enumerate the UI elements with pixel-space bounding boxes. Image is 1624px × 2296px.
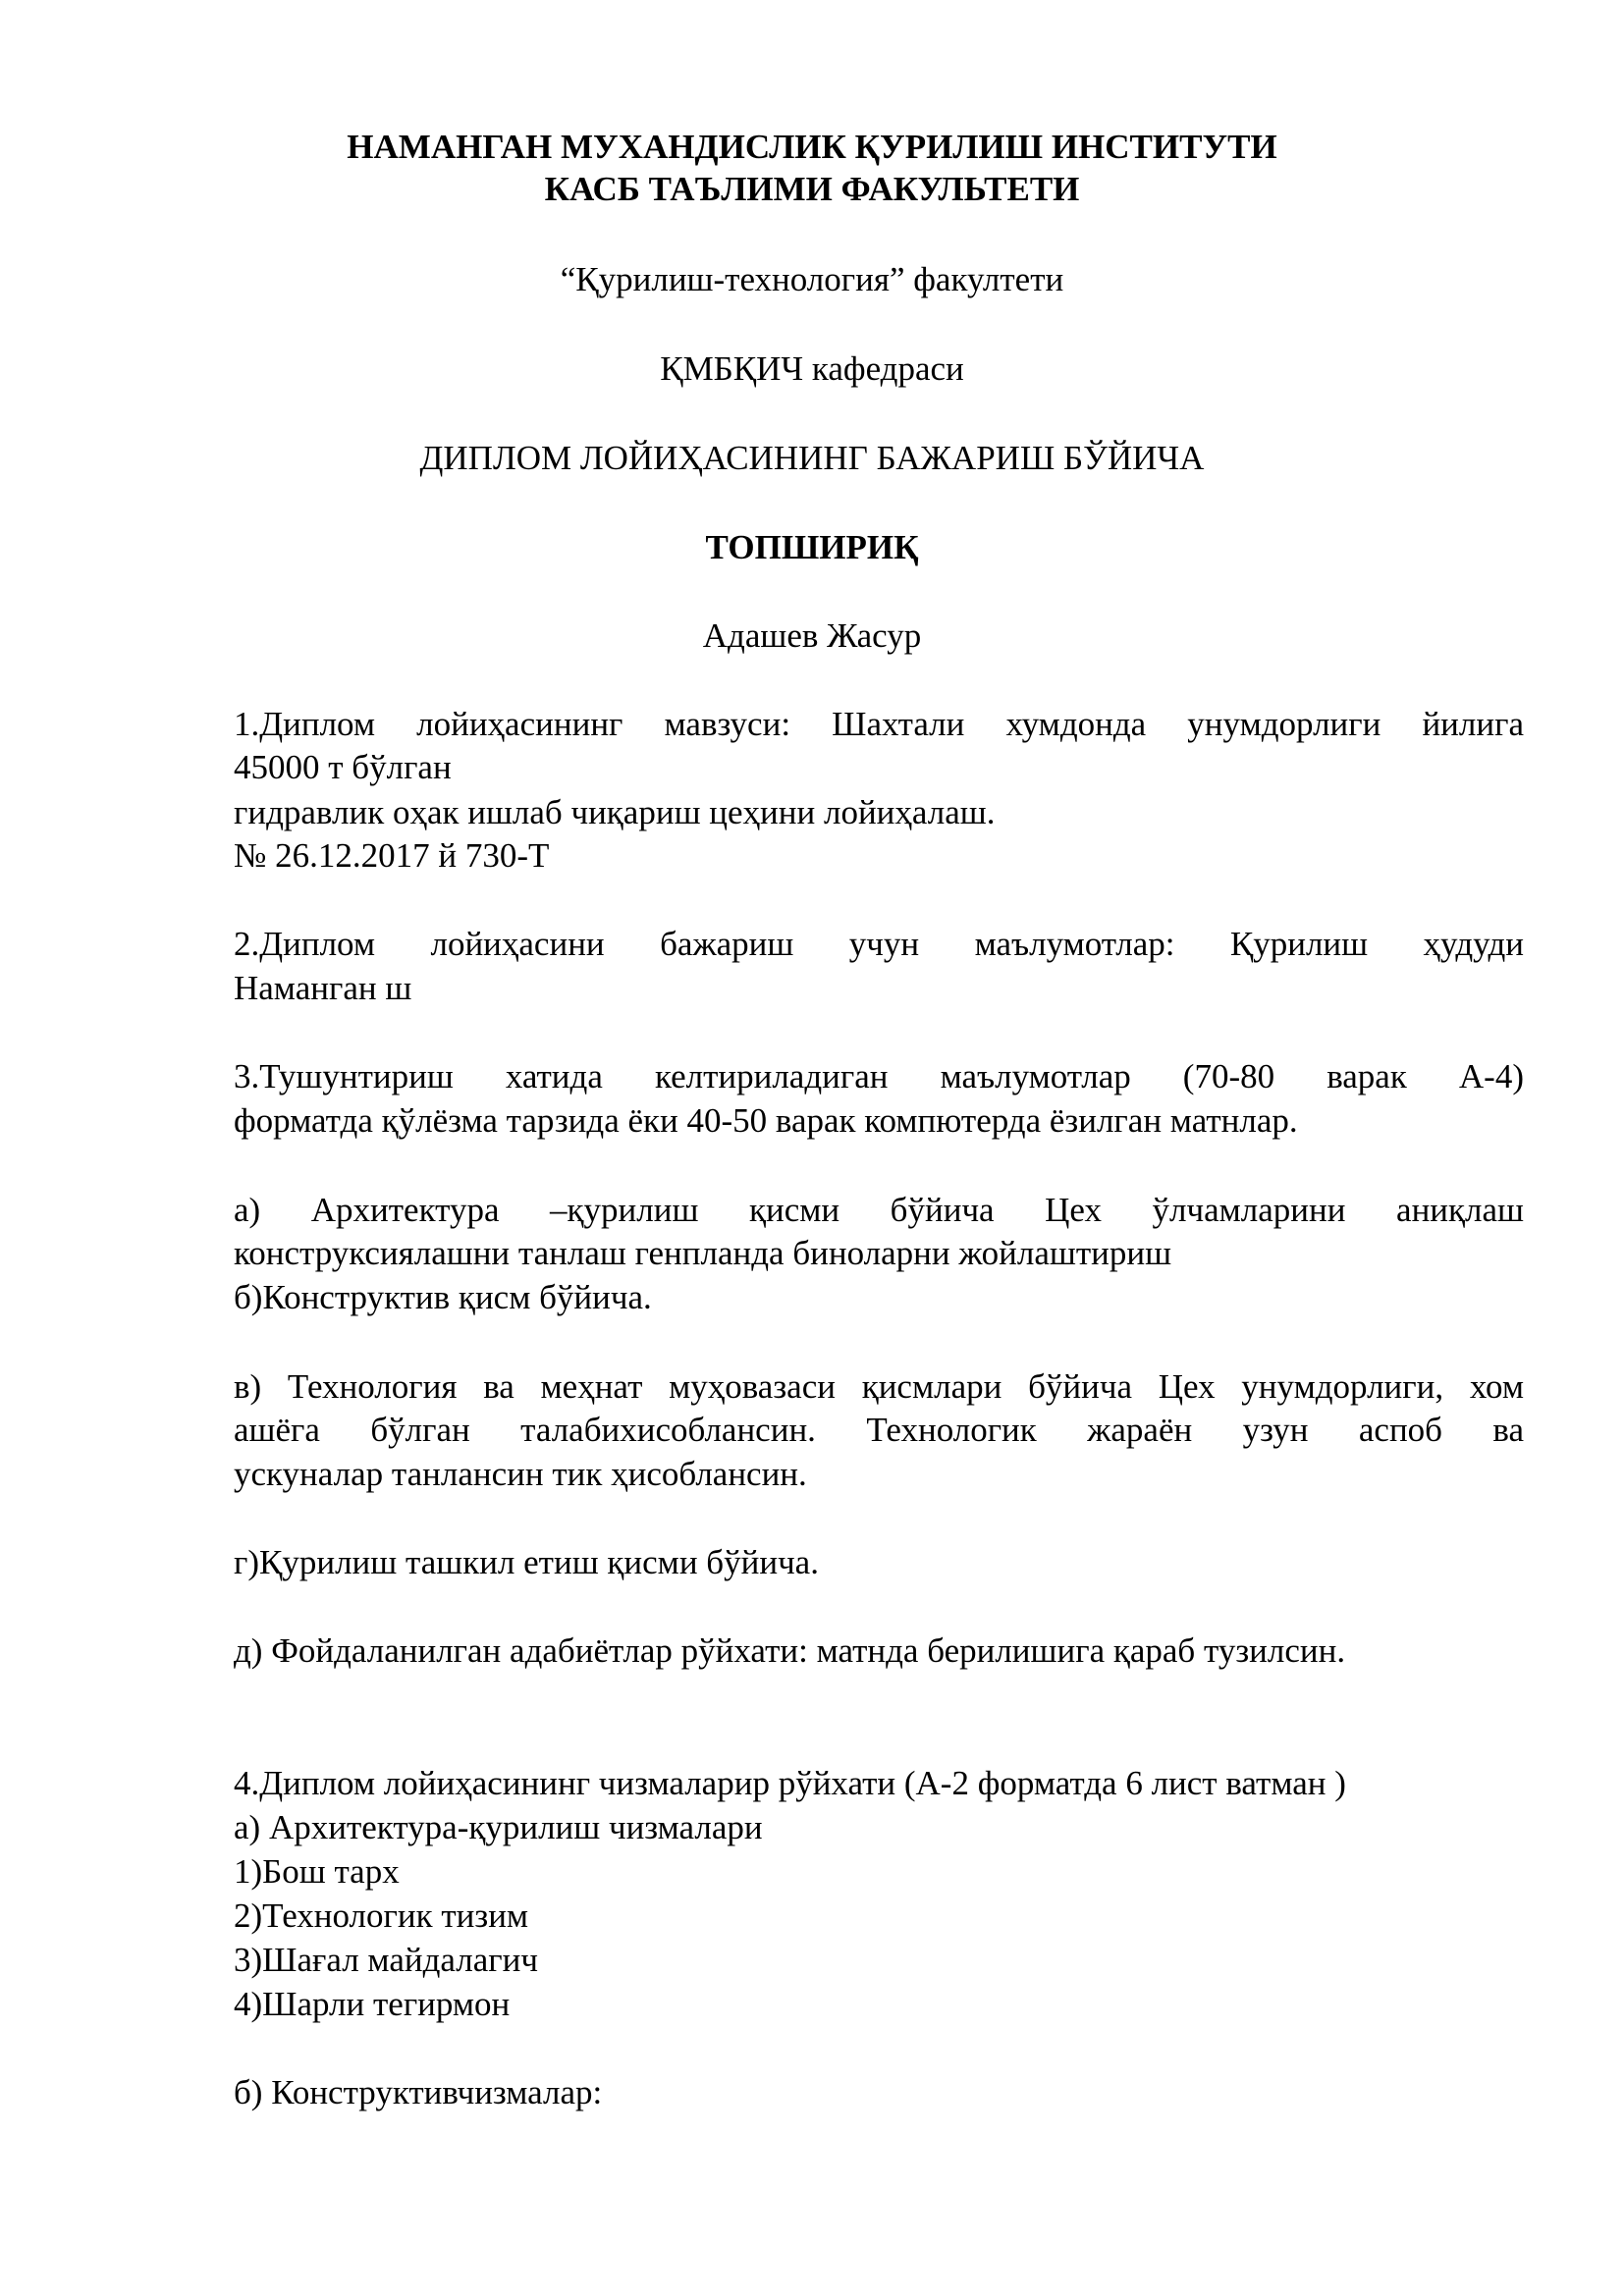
s1-line3: гидравлик оҳак ишлаб чиқариш цеҳини лойиҳалаш. [234, 793, 996, 831]
s2-line1: 2.Диплом лойиҳасини бажариш учун маълумотлар: Қурилиш ҳудуди [234, 925, 1524, 963]
task-heading: ТОПШИРИҚ [705, 528, 919, 566]
s3a-line2: конструксиялашни танлаш генпланда биноларни жойлаштириш [234, 1234, 1172, 1272]
s3g-line: г)Қурилиш ташкил етиш қисми бўйича. [234, 1543, 819, 1581]
s4-line1: 4.Диплом лойиҳасининг чизмаларир рўйхати (А-2 форматда 6 лист ватман ) [234, 1764, 1346, 1802]
s1-line4: № 26.12.2017 й 730-Т [234, 836, 550, 875]
s4-item-4: 4)Шарли тегирмон [234, 1985, 511, 2023]
faculty-name: “Қурилиш-технология” факултети [560, 260, 1064, 298]
s3-line2: форматда қўлёзма тарзида ёки 40-50 варак компютерда ёзилган матнлар. [234, 1101, 1298, 1140]
s3v-line1: в) Технология ва меҳнат муҳовазаси қисмлари бўйича Цех унумдорлиги, хом [234, 1367, 1524, 1406]
s4-line2: а) Архитектура-қурилиш чизмалари [234, 1808, 763, 1846]
document-title: ДИПЛОМ ЛОЙИҲАСИНИНГ БАЖАРИШ БЎЙИЧА [419, 439, 1205, 477]
s4-item-1: 1)Бош тарх [234, 1852, 400, 1891]
s2-line2: Наманган ш [234, 969, 412, 1007]
s1-line2: 45000 т бўлган [234, 748, 452, 786]
s3a-line3: б)Конструктив қисм бўйича. [234, 1278, 652, 1316]
s3v-line3: ускуналар танлансин тик ҳисоблансин. [234, 1455, 807, 1493]
s3d-line: д) Фойдаланилган адабиётлар рўйхати: матнда берилишига қараб тузилсин. [234, 1631, 1346, 1670]
s4-item-3: 3)Шағал майдалагич [234, 1941, 538, 1979]
faculty-upper-title: КАСБ ТАЪЛИМИ ФАКУЛЬТЕТИ [544, 170, 1080, 208]
s3a-line1: а) Архитектура –қурилиш қисми бўйича Цех ўлчамларини аниқлаш [234, 1191, 1524, 1229]
s3v-line2: ашёга бўлган талабихисоблансин. Технологик жараён узун аспоб ва [234, 1411, 1524, 1449]
department-name: ҚМБҚИЧ кафедраси [660, 349, 964, 388]
s4-item-2: 2)Технологик тизим [234, 1896, 529, 1935]
s3-line1: 3.Тушунтириш хатида келтириладиган маълумотлар (70-80 варак А-4) [234, 1057, 1524, 1095]
institute-title: НАМАНГАН МУХАНДИСЛИК ҚУРИЛИШ ИНСТИТУТИ [347, 128, 1277, 166]
s1-line1: 1.Диплом лойиҳасининг мавзуси: Шахтали хумдонда унумдорлиги йилига [234, 705, 1524, 743]
s4b-line: б) Конструктивчизмалар: [234, 2073, 603, 2111]
student-name: Адашев Жасур [702, 616, 922, 655]
